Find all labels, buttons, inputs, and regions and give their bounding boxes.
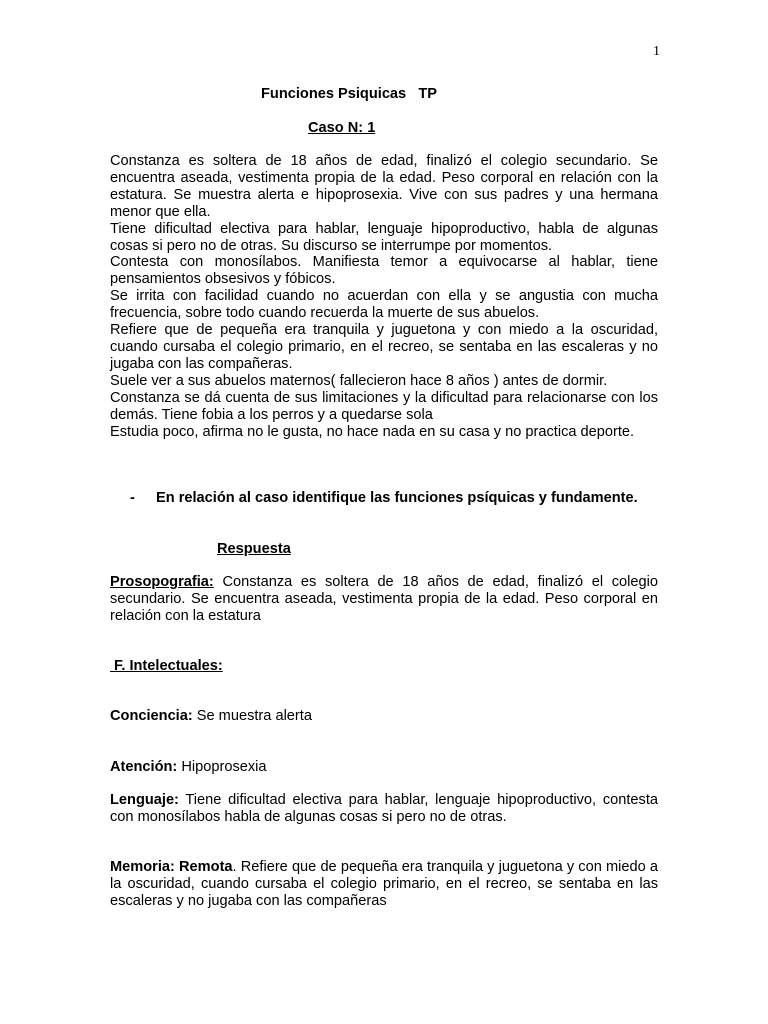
case-paragraph: Tiene dificultad electiva para hablar, lenguaje hipoproductivo, habla de algunas cosas si pero no de otras. Su discurso se interrumpe por momentos. xyxy=(110,220,658,254)
case-paragraph: Constanza se dá cuenta de sus limitaciones y la dificultad para relacionarse con los demás. Tiene fobia a los perros y a quedarse sola xyxy=(110,389,658,423)
case-title: Caso N: 1 xyxy=(308,120,376,136)
case-description xyxy=(110,153,658,440)
section-atencion xyxy=(110,759,658,776)
section-memoria xyxy=(110,859,658,910)
atencion-label: Atención: xyxy=(110,759,178,775)
prosopografia-text: Constanza es soltera de 18 años de edad, finalizó el colegio secundario. Se encuentra aseada, vestimenta propia de la edad. Peso corporal en relación con la estatura xyxy=(110,574,658,624)
case-paragraph: Contesta con monosílabos. Manifiesta temor a equivocarse al hablar, tiene pensamientos obsesivos y fóbicos. xyxy=(110,254,658,288)
document-title: Funciones Psiquicas TP xyxy=(261,86,437,102)
case-paragraph: Refiere que de pequeña era tranquila y juguetona y con miedo a la oscuridad, cuando cursaba el colegio primario, en el recreo, se sentaba en las escaleras y no jugaba con las compañeras. xyxy=(110,322,658,372)
case-paragraph: Estudia poco, afirma no le gusta, no hace nada en su casa y no practica deporte. xyxy=(110,423,635,440)
conciencia-text: Se muestra alerta xyxy=(192,708,312,724)
answer-heading: Respuesta xyxy=(217,541,291,557)
conciencia-label: Conciencia: xyxy=(110,708,193,724)
lenguaje-text: Tiene dificultad electiva para hablar, lenguaje hipoproductivo, contesta con monosílabos habla de algunas cosas si pero no de otras. xyxy=(110,792,658,825)
question-item xyxy=(110,490,658,507)
section-intelectuales-heading: F. Intelectuales: xyxy=(110,658,223,674)
prosopografia-label: Prosopografia: xyxy=(110,574,214,590)
question-text: En relación al caso identifique las funciones psíquicas y fundamente. xyxy=(156,490,638,506)
memoria-text: . Refiere que de pequeña era tranquila y juguetona y con miedo a la oscuridad, cuando cursaba el colegio primario, en el recreo, se sentaba en las escaleras y no jugaba con las compañeras xyxy=(110,859,658,909)
section-prosopografia xyxy=(110,574,658,625)
memoria-label: Memoria: Remota xyxy=(110,859,233,875)
page-number: 1 xyxy=(653,44,660,59)
case-paragraph: Se irrita con facilidad cuando no acuerdan con ella y se angustia con mucha frecuencia, sobre todo cuando recuerda la muerte de sus abuelos. xyxy=(110,288,658,322)
lenguaje-label: Lenguaje: xyxy=(110,792,179,808)
bullet-dash: - xyxy=(130,490,135,506)
case-paragraph: Constanza es soltera de 18 años de edad, finalizó el colegio secundario. Se encuentra aseada, vestimenta propia de la edad. Peso corporal en relación con la estatura. Se muestra alerta e hipoprosexia. Vive con sus padres y una hermana menor que ella. xyxy=(110,153,658,220)
section-conciencia xyxy=(110,708,658,725)
section-lenguaje xyxy=(110,792,658,826)
atencion-text: Hipoprosexia xyxy=(177,759,267,775)
case-paragraph: Suele ver a sus abuelos maternos( fallecieron hace 8 años ) antes de dormir. xyxy=(110,372,608,389)
